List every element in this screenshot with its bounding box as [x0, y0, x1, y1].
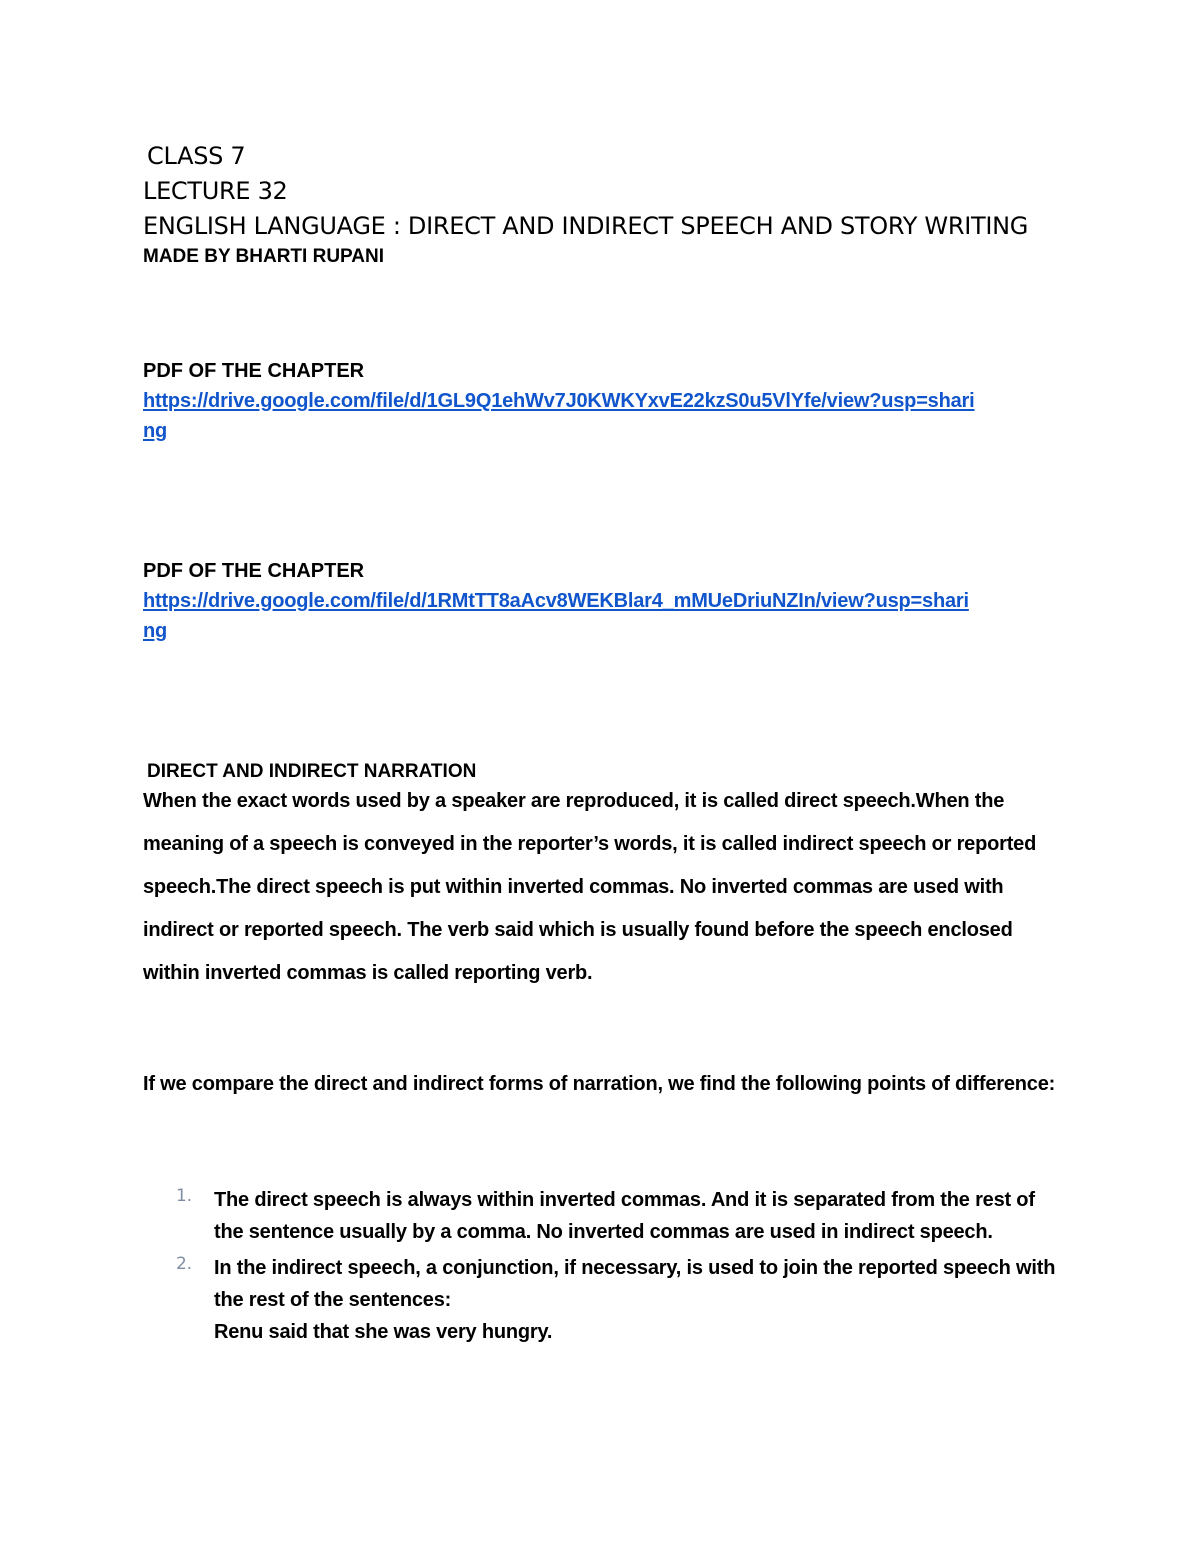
pdf-link-1-line1[interactable]: https://drive.google.com/file/d/1GL9Q1ehWv7J0KWKYxvE22kzS0u5VlYfe/view?usp=shari [143, 390, 975, 412]
author-line: MADE BY BHARTI RUPANI [143, 246, 385, 267]
narration-definition-paragraph: When the exact words used by a speaker are reproduced, it is called direct speech.When the meaning of a speech is conveyed in the reporter’s words, it is called indirect speech or reported speech.The direct speech is put within inverted commas. No inverted commas are used with indirect or reported speech. The verb said which is usually found before the speech enclosed within inverted commas is called reporting verb. [143, 790, 1037, 984]
list-item [143, 1184, 1063, 1248]
lecture-title: LECTURE 32 [143, 177, 288, 205]
list-item-example: Renu said that she was very hungry. [214, 1321, 553, 1343]
list-item-text: The direct speech is always within inverted commas. And it is separated from the rest of the sentence usually by a comma. No inverted commas are used in indirect speech. [214, 1189, 1035, 1243]
list-item-text: In the indirect speech, a conjunction, if necessary, is used to join the reported speech with the rest of the sentences: [214, 1257, 1056, 1311]
section-heading: DIRECT AND INDIRECT NARRATION [147, 761, 477, 782]
pdf-label-2: PDF OF THE CHAPTER [143, 560, 365, 582]
pdf-label-1: PDF OF THE CHAPTER [143, 360, 365, 382]
difference-list [143, 1184, 1063, 1348]
pdf-link-1-line2[interactable]: ng [143, 420, 168, 442]
subject-title: ENGLISH LANGUAGE : DIRECT AND INDIRECT SPEECH AND STORY WRITING [143, 212, 1029, 240]
list-number: 1. [176, 1186, 192, 1206]
comparison-intro-paragraph: If we compare the direct and indirect forms of narration, we find the following points of difference: [143, 1073, 1056, 1095]
class-title: CLASS 7 [147, 142, 246, 170]
list-item [143, 1252, 1063, 1348]
list-number: 2. [176, 1254, 192, 1274]
pdf-link-2-line1[interactable]: https://drive.google.com/file/d/1RMtTT8aAcv8WEKBlar4_mMUeDriuNZIn/view?usp=shari [143, 590, 969, 612]
pdf-link-2-line2[interactable]: ng [143, 620, 168, 642]
